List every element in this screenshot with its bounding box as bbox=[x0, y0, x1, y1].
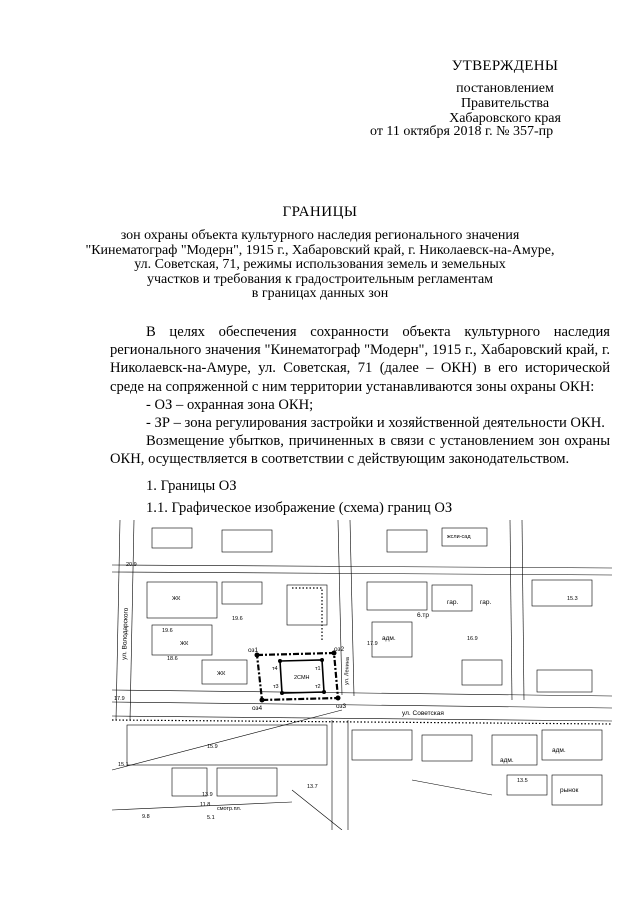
kindergarten-label: жсли-сад bbox=[447, 534, 471, 540]
approval-block bbox=[370, 58, 630, 139]
title-line-2: "Кинематограф "Модерн", 1915 г., Хабаровский край, г. Николаевск-на-Амуре, bbox=[85, 242, 555, 258]
title-line-4: участков и требования к градостроительным регламентам bbox=[146, 271, 494, 287]
approval-line-3: Хабаровского края bbox=[449, 111, 561, 126]
elev-8: 15.9 bbox=[207, 744, 218, 750]
adm-label-2: адм. bbox=[500, 757, 514, 764]
elev-9: 15.1 bbox=[118, 762, 129, 768]
garage-label-1: гар. bbox=[447, 599, 459, 606]
t-point-3: т3 bbox=[273, 684, 279, 690]
garage-label-2: гар. bbox=[480, 599, 492, 606]
adm-label-3: адм. bbox=[552, 747, 566, 754]
approval-line-1: постановлением bbox=[456, 81, 554, 96]
adm-label-1: адм. bbox=[382, 635, 396, 642]
elev-15: 5.1 bbox=[207, 815, 215, 821]
elev-12: 13.5 bbox=[517, 778, 528, 784]
market-label: рынок bbox=[560, 787, 579, 794]
paragraph-intro: В целях обеспечения сохранности объекта культурного наследия регионального значения "Кинематограф "Модерн", 1915 г., Хабаровский край, г. Николаевск-на-Амуре, ул. Советская, 71 (далее – ОКН) в его исторической среде на сопряженной с ним территории устанавливаются зоны охраны ОКН: bbox=[110, 324, 610, 395]
oz-point-2: оз2 bbox=[334, 646, 345, 653]
title-line-5: в границах данных зон bbox=[251, 286, 389, 301]
bullet-zr: - ЗР – зона регулирования застройки и хозяйственной деятельности ОКН. bbox=[146, 415, 605, 432]
elev-10: 13.9 bbox=[202, 792, 213, 798]
section-heading-1: 1. Границы ОЗ bbox=[146, 478, 237, 494]
elev-3: 19.6 bbox=[162, 628, 173, 634]
elev-1: 20.9 bbox=[126, 562, 137, 568]
t-point-4: т4 bbox=[272, 666, 278, 672]
body-text bbox=[110, 323, 610, 469]
zhk-label-1: ЖК bbox=[172, 596, 181, 602]
elev-7: 15.3 bbox=[567, 596, 578, 602]
boundary-scheme-map bbox=[112, 520, 612, 830]
bullet-oz: - ОЗ – охранная зона ОКН; bbox=[146, 396, 314, 413]
zhk-label-3: ЖК bbox=[217, 671, 226, 677]
elev-11: 13.7 bbox=[307, 784, 318, 790]
street-label-sovetskaya: ул. Советская bbox=[402, 710, 444, 717]
elev-5: 17.9 bbox=[367, 641, 378, 647]
elev-2: 19.6 bbox=[232, 616, 243, 622]
zhk-label-2: ЖК bbox=[180, 641, 189, 647]
elev-13: 11.8 bbox=[200, 802, 211, 808]
elev-16: 17.9 bbox=[114, 696, 125, 702]
elev-4: 18.6 bbox=[167, 656, 178, 662]
oz-point-4: оз4 bbox=[252, 705, 263, 712]
approval-line-2: Правительства bbox=[460, 96, 550, 111]
title-line-3: ул. Советская, 71, режимы использования земель и земельных bbox=[134, 257, 506, 272]
t-point-2: т2 bbox=[315, 684, 321, 690]
approval-heading: УТВЕРЖДЕНЫ bbox=[451, 58, 559, 74]
street-label-volodarsky: ул. Володарского bbox=[121, 607, 130, 661]
title-line-1: зон охраны объекта культурного наследия регионального значения bbox=[120, 228, 520, 243]
oz-point-1: оз1 bbox=[248, 647, 259, 654]
paragraph-compensation: Возмещение убытков, причиненных в связи с установлением зон охраны ОКН, осуществляется в соответствии с действующим законодательством. bbox=[110, 433, 610, 468]
elev-14: 9.8 bbox=[142, 814, 150, 820]
street-label-lenina: ул. Ленина bbox=[344, 657, 351, 686]
okn-building-label: 2СМН bbox=[294, 675, 310, 681]
document-title bbox=[70, 204, 570, 302]
approval-decree: от 11 октября 2018 г. № 357-пр bbox=[370, 124, 554, 139]
viewpoint-label: смотр.пл. bbox=[217, 806, 242, 812]
oz-point-3: оз3 bbox=[336, 703, 347, 710]
section-heading-1-1: 1.1. Графическое изображение (схема) границ ОЗ bbox=[146, 500, 453, 516]
title-main: ГРАНИЦЫ bbox=[282, 204, 358, 220]
kpp-label: 6.тр bbox=[417, 612, 430, 619]
elev-6: 16.9 bbox=[467, 636, 478, 642]
t-point-1: т1 bbox=[315, 666, 321, 672]
